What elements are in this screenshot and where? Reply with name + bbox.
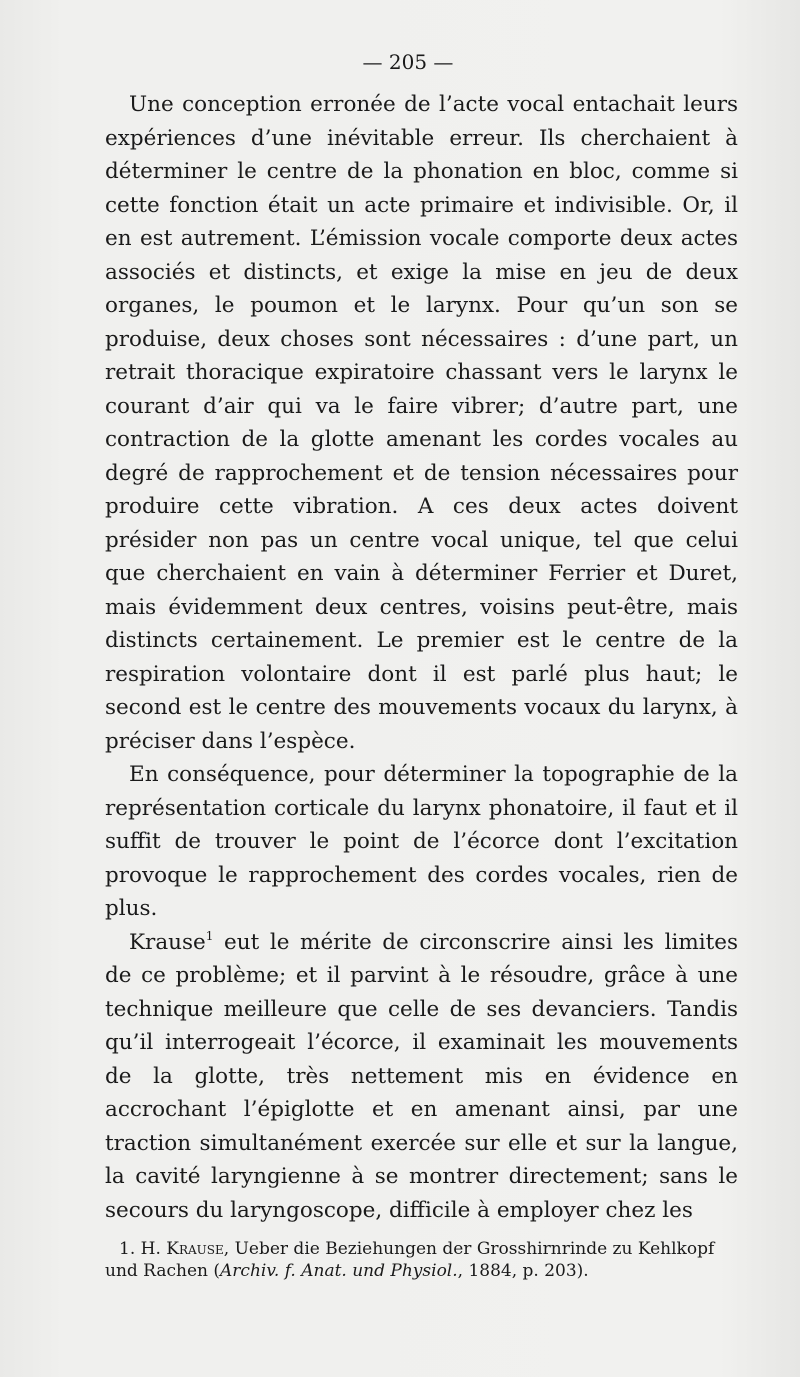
- paragraph-3: [105, 926, 738, 1228]
- footnote-number: 1. H.: [119, 1239, 167, 1259]
- author-name: Krause: [129, 929, 206, 955]
- footnotes: [105, 1238, 738, 1282]
- paragraph-2: En conséquence, pour déterminer la topographie de la représentation corticale du larynx phonatoire, il faut et il suffit de trouver le point de l’écorce dont l’excitation provoque le rapprochement des cordes vocales, rien de plus.: [105, 762, 738, 921]
- footnote-1: [105, 1238, 738, 1282]
- page-number: — 205 —: [362, 50, 454, 74]
- footnote-author: Krause: [166, 1239, 224, 1259]
- body-text: [105, 88, 738, 1227]
- footnote-journal: Archiv. f. Anat. und Physiol.: [220, 1261, 458, 1281]
- footnote-title: , Ueber die Beziehungen der Grosshirnrinde zu Kehlkopf und Rachen (: [105, 1239, 715, 1281]
- footnote-mark: 1: [205, 928, 214, 943]
- paragraph-3-text: eut le mérite de circonscrire ainsi les limites de ce problème; et il parvint à le résoudre, grâce à une technique meilleure que celle de ses devanciers. Tandis qu’il interrogeait l’écorce, il examinait les mouvements de la glotte, très nettement mis en évidence en accrochant l’épiglotte et en amenant ainsi, par une traction simultanément exercée sur elle et sur la langue, la cavité laryngienne à se montrer directement; sans le secours du laryngoscope, difficile à employer chez les: [105, 929, 738, 1223]
- footnote-end: , 1884, p. 203).: [457, 1261, 589, 1281]
- paragraph-1: Une conception erronée de l’acte vocal entachait leurs expériences d’une inévitable erreur. Ils cherchaient à déterminer le centre de la phonation en bloc, comme si cette fonction était un acte primaire et indivisible. Or, il en est autrement. L’émission vocale comporte deux actes associés et distincts, et exige la mise en jeu de deux organes, le poumon et le larynx. Pour qu’un son se produise, deux choses sont nécessaires : d’une part, un retrait thoracique expiratoire chassant vers le larynx le courant d’air qui va le faire vibrer; d’autre part, une contraction de la glotte amenant les cordes vocales au degré de rapprochement et de tension nécessaires pour produire cette vibration. A ces deux actes doivent présider non pas un centre vocal unique, tel que celui que cherchaient en vain à déterminer Ferrier et Duret, mais évidemment deux centres, voisins peut-être, mais distincts certainement. Le premier est le centre de la respiration volontaire dont il est parlé plus haut; le second est le centre des mouvements vocaux du larynx, à préciser dans l’espèce.: [105, 92, 738, 754]
